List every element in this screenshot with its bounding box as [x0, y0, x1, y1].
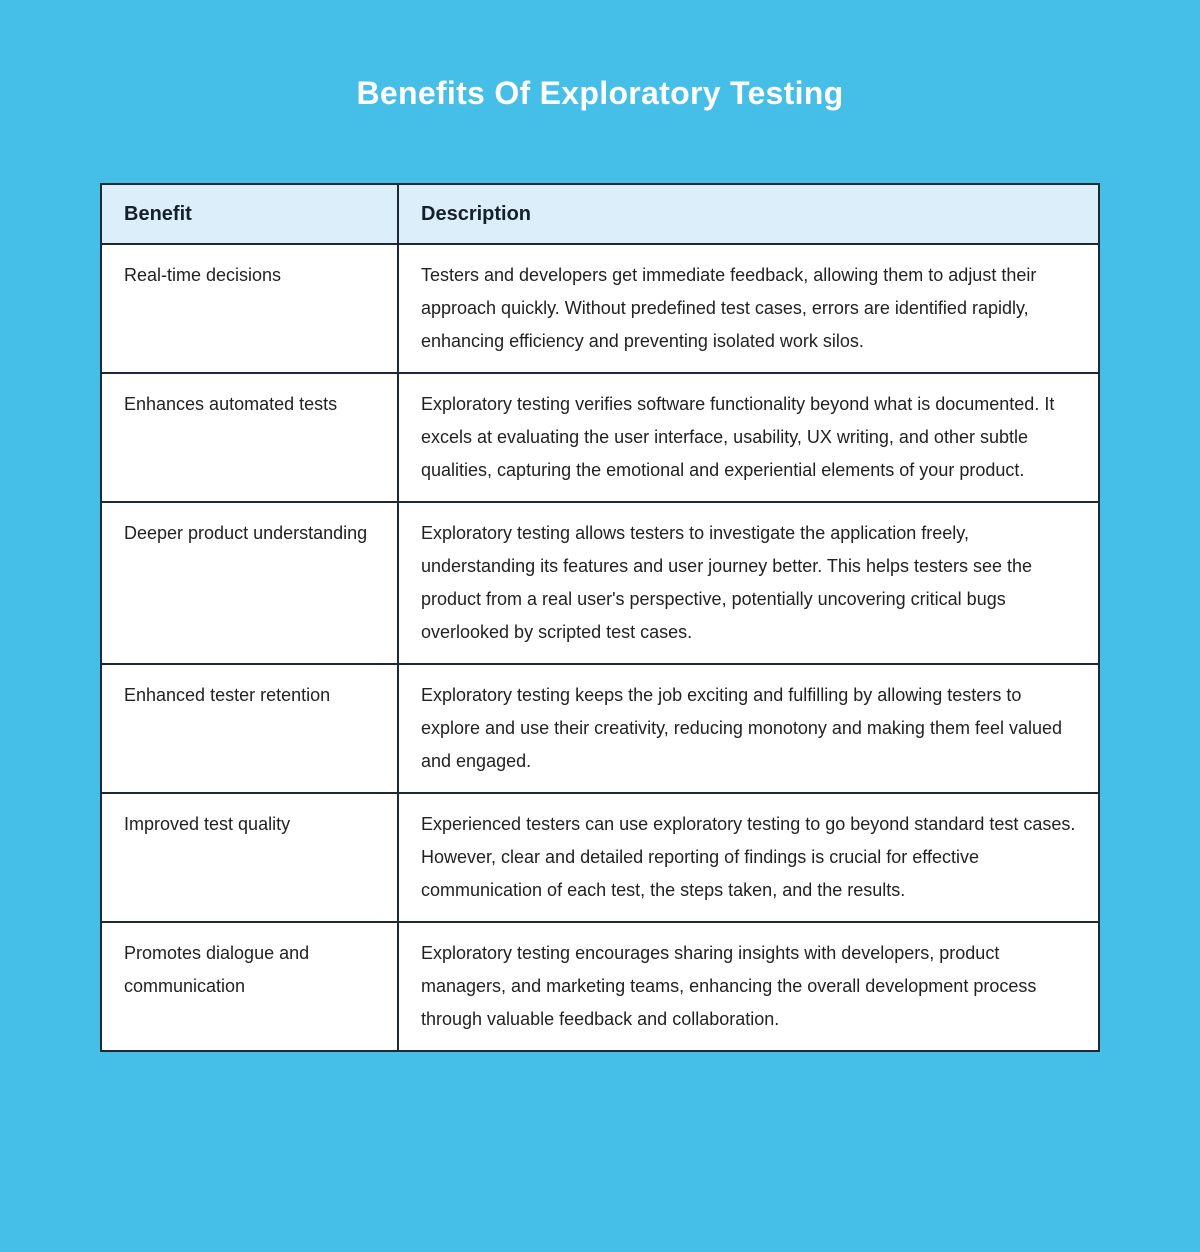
table-row	[101, 373, 1099, 502]
benefit-cell: Improved test quality	[101, 793, 398, 922]
header-cell-description: Description	[398, 184, 1099, 244]
table-row	[101, 502, 1099, 664]
description-cell: Experienced testers can use exploratory testing to go beyond standard test cases. However, clear and detailed reporting of findings is crucial for effective communication of each test, the steps taken, and the results.	[398, 793, 1099, 922]
table-row	[101, 922, 1099, 1051]
page-title: Benefits Of Exploratory Testing	[356, 75, 844, 111]
table-row	[101, 793, 1099, 922]
benefit-cell: Real-time decisions	[101, 244, 398, 373]
benefits-table	[100, 183, 1100, 1052]
table-header-row	[101, 184, 1099, 244]
description-cell: Exploratory testing allows testers to investigate the application freely, understanding its features and user journey better. This helps testers see the product from a real user's perspective, potentially uncovering critical bugs overlooked by scripted test cases.	[398, 502, 1099, 664]
header-cell-benefit: Benefit	[101, 184, 398, 244]
description-cell: Exploratory testing keeps the job exciting and fulfilling by allowing testers to explore and use their creativity, reducing monotony and making them feel valued and engaged.	[398, 664, 1099, 793]
description-cell: Exploratory testing verifies software functionality beyond what is documented. It excels at evaluating the user interface, usability, UX writing, and other subtle qualities, capturing the emotional and experiential elements of your product.	[398, 373, 1099, 502]
table-row	[101, 244, 1099, 373]
benefit-cell: Deeper product understanding	[101, 502, 398, 664]
table-row	[101, 664, 1099, 793]
benefit-cell: Enhances automated tests	[101, 373, 398, 502]
description-cell: Exploratory testing encourages sharing insights with developers, product managers, and marketing teams, enhancing the overall development process through valuable feedback and collaboration.	[398, 922, 1099, 1051]
description-cell: Testers and developers get immediate feedback, allowing them to adjust their approach quickly. Without predefined test cases, errors are identified rapidly, enhancing efficiency and preventing isolated work silos.	[398, 244, 1099, 373]
benefit-cell: Promotes dialogue and communication	[101, 922, 398, 1051]
benefit-cell: Enhanced tester retention	[101, 664, 398, 793]
benefits-table-container	[100, 183, 1100, 1052]
